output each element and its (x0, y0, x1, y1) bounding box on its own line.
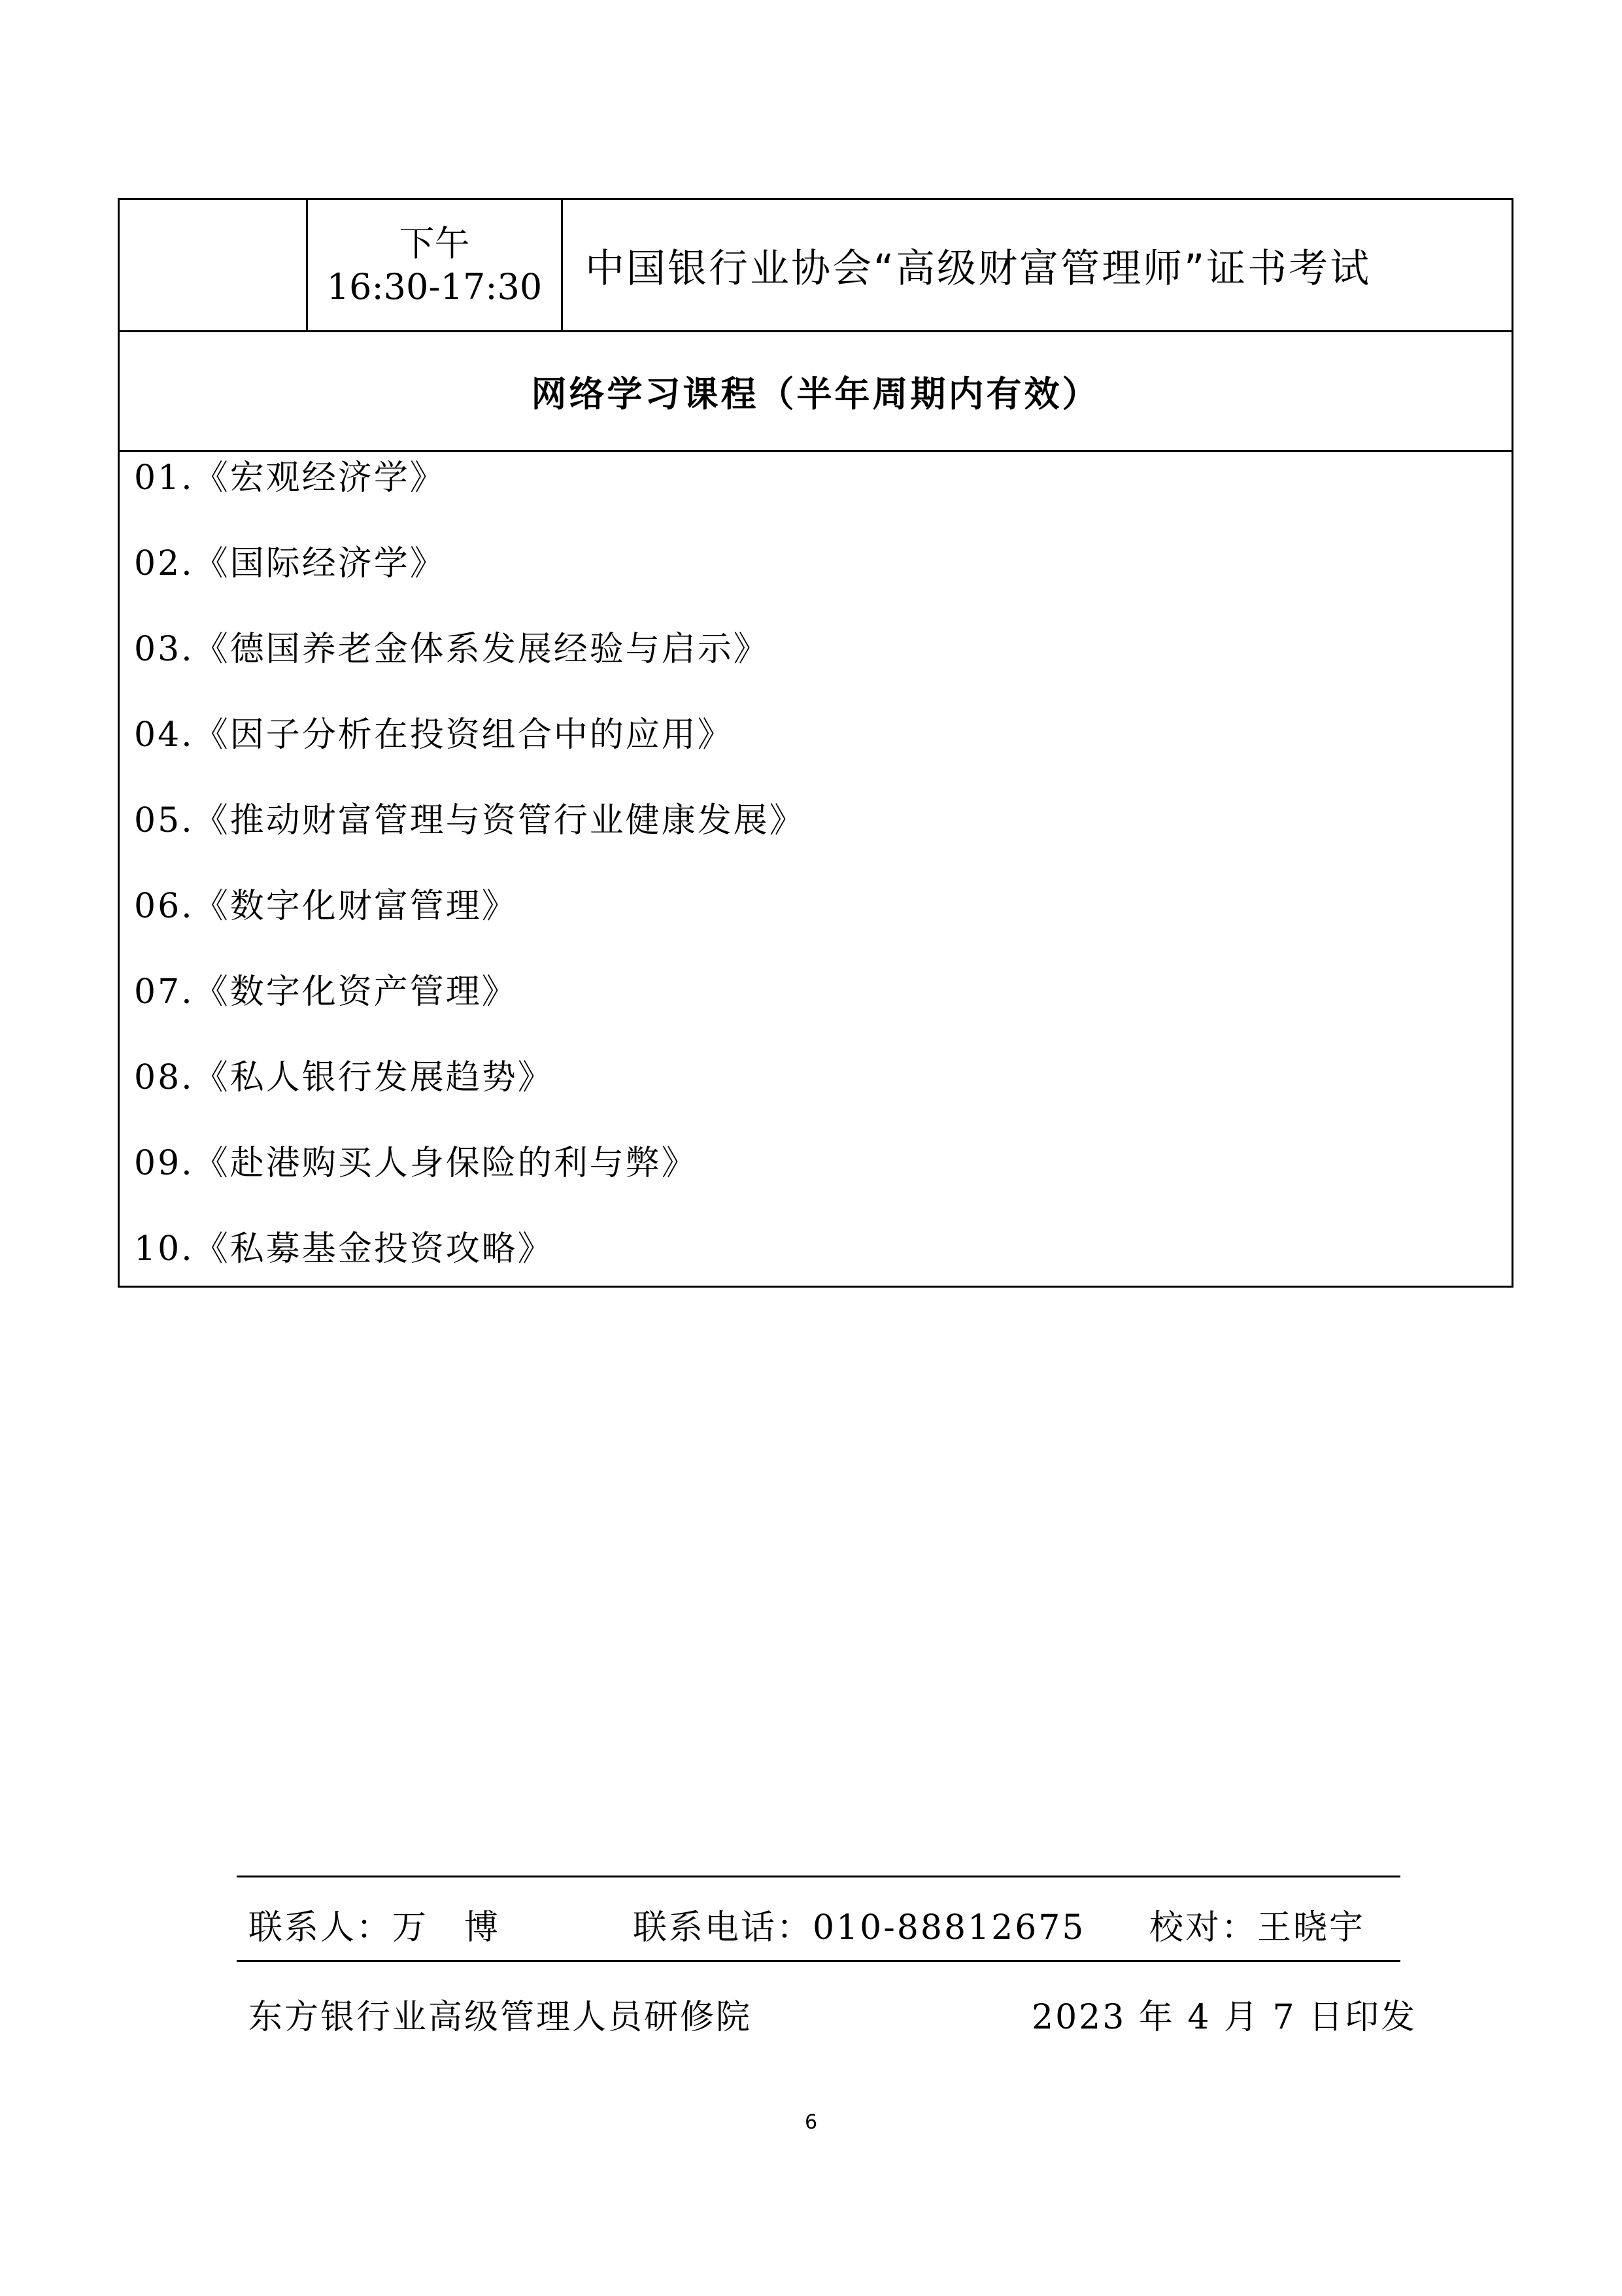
period-label: 下午 (399, 222, 470, 264)
course-item: 08.《私人银行发展趋势》 (134, 1058, 554, 1097)
event-cell (563, 200, 1512, 330)
course-item: 02.《国际经济学》 (134, 544, 446, 583)
footer-top-rule (237, 1876, 1400, 1877)
course-item: 04.《因子分析在投资组合中的应用》 (134, 715, 734, 755)
contact-phone: 联系电话：010-88812675 (633, 1908, 1086, 1947)
page-number: 6 (804, 2111, 818, 2134)
date-cell (120, 200, 308, 330)
course-item: 01.《宏观经济学》 (134, 458, 446, 498)
online-heading-text: 网络学习课程（半年周期内有效） (531, 373, 1100, 415)
course-item: 10.《私募基金投资攻略》 (134, 1229, 554, 1269)
course-item: 05.《推动财富管理与资管行业健康发展》 (134, 801, 805, 840)
event-title: 中国银行业协会“高级财富管理师”证书考试 (585, 245, 1372, 292)
course-item: 09.《赴港购买人身保险的利与弊》 (134, 1144, 698, 1183)
footer-bottom-rule (237, 1960, 1400, 1962)
time-cell (308, 200, 563, 330)
course-item: 07.《数字化资产管理》 (134, 972, 518, 1012)
contact-person: 联系人：万 博 (248, 1908, 501, 1947)
issue-date: 2023 年 4 月 7 日印发 (1032, 1998, 1417, 2037)
schedule-table (118, 198, 1513, 1288)
online-courses-heading (120, 332, 1512, 452)
course-item: 06.《数字化财富管理》 (134, 887, 518, 926)
proofreader: 校对：王晓宇 (1149, 1908, 1366, 1947)
exam-row (120, 200, 1512, 332)
course-item: 03.《德国养老金体系发展经验与启示》 (134, 630, 769, 669)
time-range: 16:30-17:30 (326, 266, 543, 307)
institution-name: 东方银行业高级管理人员研修院 (248, 1998, 752, 2037)
